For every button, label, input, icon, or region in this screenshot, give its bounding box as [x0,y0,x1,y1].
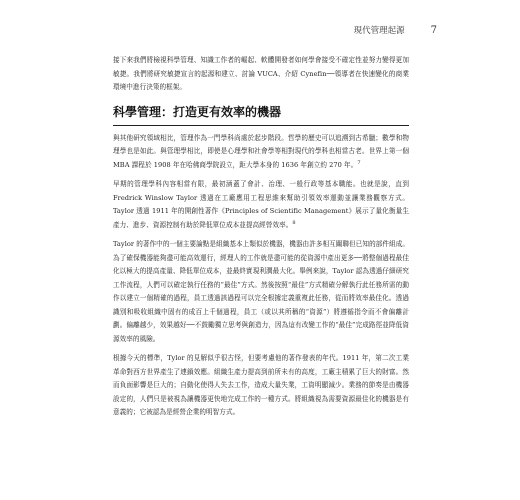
body-paragraph-4 [113,352,409,420]
page-body [113,48,409,426]
running-title: 現代管理起源 [353,26,405,36]
paragraph-text: 根據今天的標準，Tylor 的見解似乎很古怪，但要考慮他的著作發表的年代。1911 年，第二次工業革命對西方世界產生了連鎖效應。組織生產力提高到前所未有的高度，工廠主積累了巨大的財富。然而負面影響是巨大的；自動化使得人失去工作，造成大量失業，工資明顯減少。業務的節奏是由機器設定的，人們只是被視為讓機器更快地完成工作的一種方式。將組織視為需要資源最佳化的機器是有意義的；它被認為是經營企業的明智方式。 [113,354,409,416]
footnote-ref: 8 [292,219,296,226]
paragraph-text: 與其他研究領域相比，管理作為一門學科尚處於起步階段。哲學的歷史可以追溯到古希臘；數學和物理學也是如此。與管理學相比，即使是心理學和社會學等相對現代的學科也相當古老。世界上第一個 MBA 課程於 1908 年在哈佛商學院設立，距大學本身的 1636 年創立約 270 年。 [113,133,409,169]
body-paragraph-3 [113,238,409,346]
intro-paragraph: 接下來我們將檢視科學管理、知識工作者的崛起、軟體開發者如何學會接受不確定性並努力變得更加敏捷。我們將研究敏捷宣言的起源和建立、討論 VUCA、介紹 Cynefin──領導者在快速變化的商業環境中進行決策的框架。 [113,56,409,91]
footnote-ref: 7 [357,159,361,166]
page-number: 7 [430,25,437,36]
body-paragraph-2 [113,178,409,232]
running-header [354,24,437,36]
section-heading: 科學管理：打造更有效率的機器 [113,103,409,126]
body-paragraph-1 [113,132,409,173]
paragraph-text: Taylor 的著作中的一個主要論點是組織基本上類似於機器，機器由許多相互關聯但已知的部件組成。為了確保機器能夠盡可能高效運行，經理人的工作就是盡可能的從資源中產出更多──將整個過程最佳化以極大的提高產量、降低單位成本，並最終實現利潤最大化。舉例來說，Taylor 認為透過仔細研究工作流程，人們可以確定執行任務的“最佳”方式。然後按照“最佳”方式精確分解執行此任務所需的動作以建立一個精確的過程，員工透過該過程可以完全根據定義重複此任務，從而將效率最佳化。透過識別和吸收組織中固有的成百上千個過程，員工（或以其所稱的“資源”）將遵循指令而不會偏離計劃。偏離越少，效果越好──不鼓勵獨立思考與創造力，因為這有改變工作的“最佳”完成路徑並降低資源效率的風險。 [113,240,409,343]
paragraph-text: 早期的管理學科內容相當有限，最初涵蓋了會計、治理、一般行政等基本職能。也就是說，直到 Fredrick Winslow Taylor 透過在工廠應用工程思維來幫助引領效率運動並讓業務觀察方式。Taylor 透過 1911 年的開創性著作《Principles of Scientific Management》展示了量化衡量生產力、進步、資源控制有助於降低單位成本並提高經營效率。 [113,180,409,229]
